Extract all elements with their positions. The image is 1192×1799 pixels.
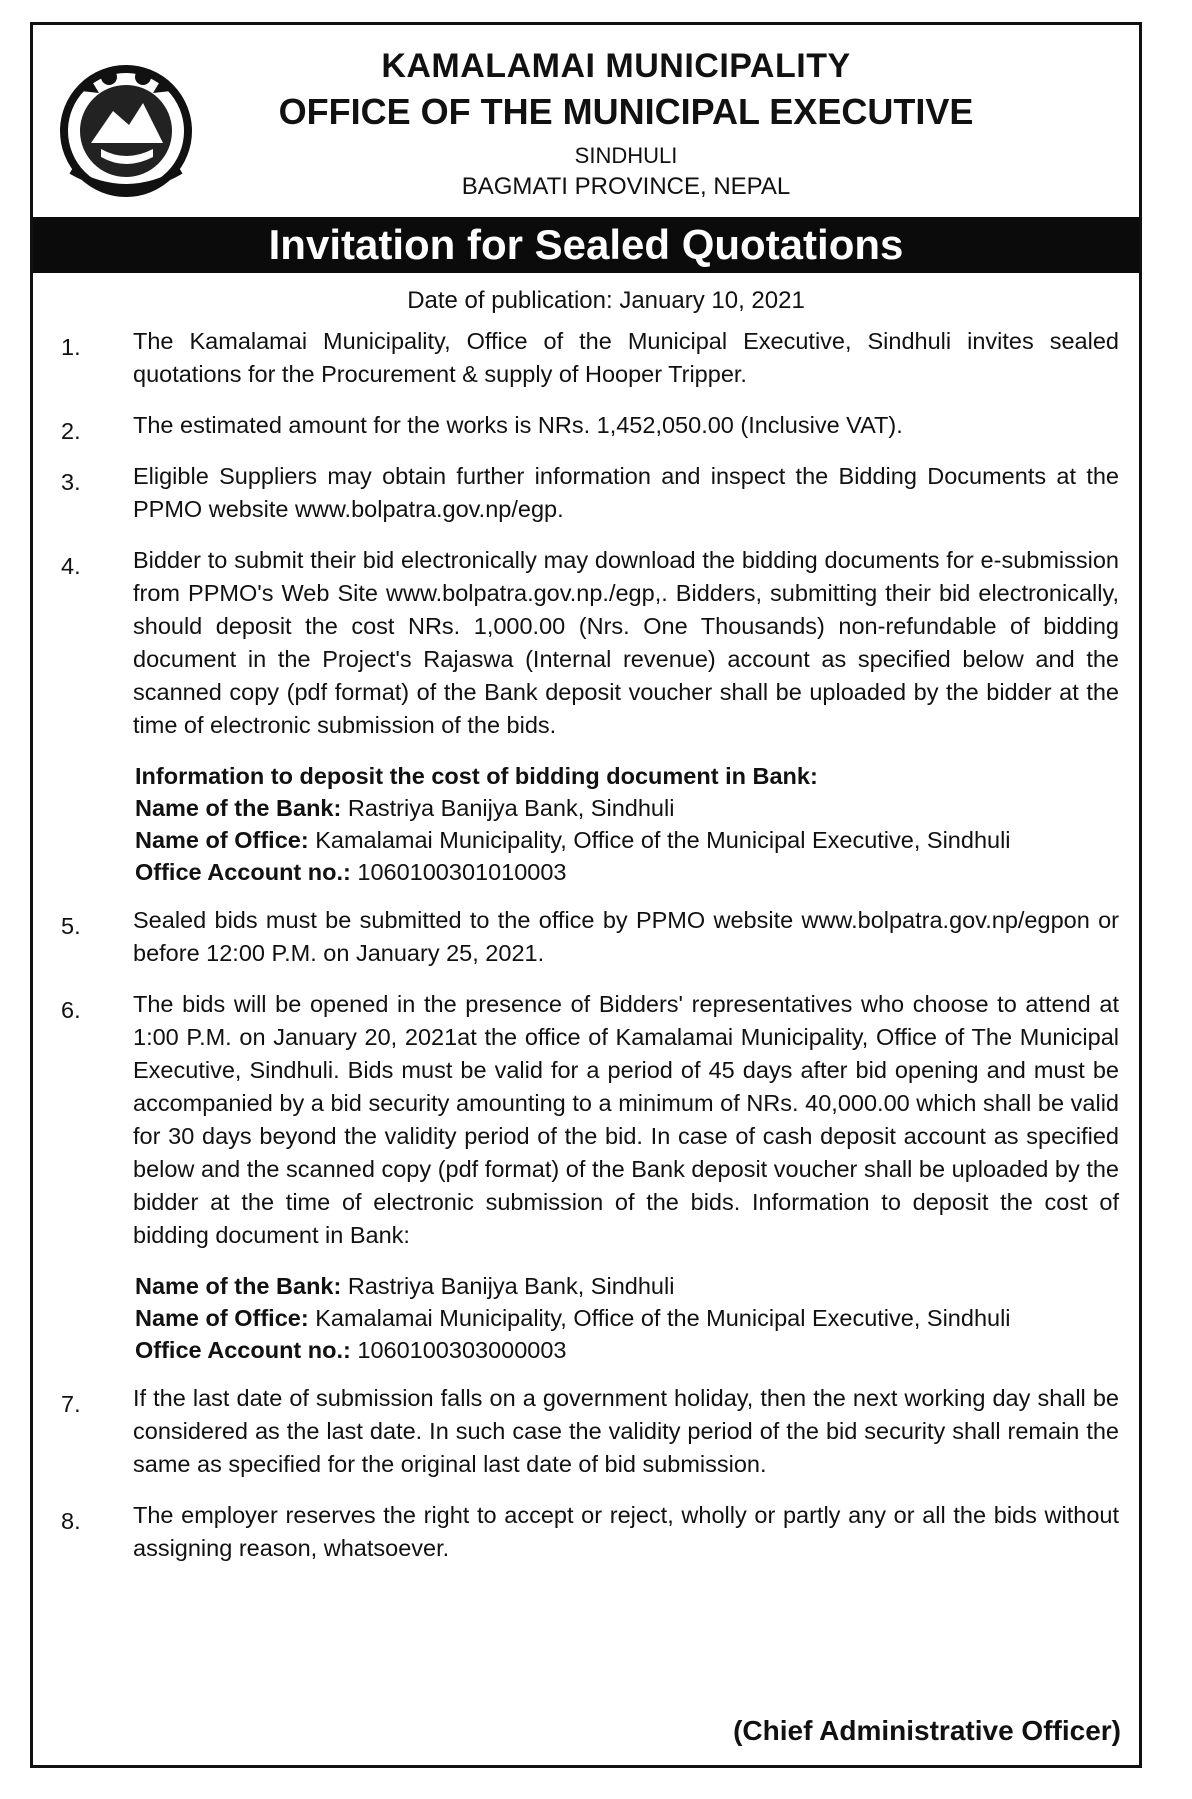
office-name-label: Name of Office: <box>135 827 309 853</box>
item-number: 7. <box>61 1391 81 1417</box>
office-name-value: Kamalamai Municipality, Office of the Municipal Executive, Sindhuli <box>315 827 1011 853</box>
item-number: 1. <box>61 334 81 360</box>
item-text: The bids will be opened in the presence of Bidders' representatives who choose to attend at 1:00 P.M. on January 20, 2021at the office of Kamalamai Municipality, Office of The Municipal Executive, Sindhuli. Bids must be valid for a period of 45 days after bid opening and must be accompanied by a bid security amounting to a minimum of NRs. 40,000.00 which shall be valid for 30 days beyond the validity period of the bid. In case of cash deposit account as specified below and the scanned copy (pdf format) of the Bank deposit voucher shall be uploaded by the bidder at the time of electronic submission of the bids. Information to deposit the cost of bidding document in Bank: <box>133 991 1119 1248</box>
item-text: The employer reserves the right to accept or reject, wholly or partly any or all the bids without assigning reason, whatsoever. <box>133 1502 1119 1561</box>
account-number-label: Office Account no.: <box>135 859 351 885</box>
list-item <box>55 988 1119 1252</box>
item-number: 3. <box>61 469 81 495</box>
bank-name-value: Rastriya Banijya Bank, Sindhuli <box>347 795 675 821</box>
item-number: 2. <box>61 418 81 444</box>
list-item <box>55 409 1119 442</box>
bank-info-block-1 <box>55 760 1119 888</box>
district-name: SINDHULI <box>574 143 678 168</box>
notice-body <box>55 325 1119 1583</box>
item-text: The Kamalamai Municipality, Office of the Municipal Executive, Sindhuli invites sealed quotations for the Procurement & supply of Hooper Tripper. <box>133 328 1119 387</box>
bank-name-label: Name of the Bank: <box>135 795 342 821</box>
list-item <box>55 544 1119 742</box>
office-name-label: Name of Office: <box>135 1305 309 1331</box>
notice-frame <box>30 22 1142 1768</box>
province-name: BAGMATI PROVINCE, NEPAL <box>461 173 791 200</box>
account-number-label: Office Account no.: <box>135 1337 351 1363</box>
signature-title: (Chief Administrative Officer) <box>733 1715 1121 1746</box>
item-number: 8. <box>61 1508 81 1534</box>
item-text: The estimated amount for the works is NRs. 1,452,050.00 (Inclusive VAT). <box>133 412 903 438</box>
office-name-value: Kamalamai Municipality, Office of the Municipal Executive, Sindhuli <box>315 1305 1011 1331</box>
item-text: Eligible Suppliers may obtain further information and inspect the Bidding Documents at the PPMO website www.bolpatra.gov.np/egp. <box>133 463 1119 522</box>
item-number: 4. <box>61 553 81 579</box>
list-item <box>55 460 1119 526</box>
list-item <box>55 1499 1119 1565</box>
organization-name: KAMALAMAI MUNICIPALITY <box>381 47 851 85</box>
account-number-value: 1060100301010003 <box>357 859 567 885</box>
item-number: 6. <box>61 997 81 1023</box>
list-item <box>55 904 1119 970</box>
publication-date: Date of publication: January 10, 2021 <box>407 287 805 314</box>
bank-info-block-2 <box>55 1270 1119 1366</box>
notice-title-banner: Invitation for Sealed Quotations <box>33 217 1139 273</box>
bank-name-label: Name of the Bank: <box>135 1273 342 1299</box>
item-number: 5. <box>61 913 81 939</box>
item-text: If the last date of submission falls on a government holiday, then the next working day shall be considered as the last date. In such case the validity period of the bid security shall remain the same as specified for the original last date of bid submission. <box>133 1385 1119 1477</box>
list-item <box>55 325 1119 391</box>
item-text: Sealed bids must be submitted to the office by PPMO website www.bolpatra.gov.np/egpon or before 12:00 P.M. on January 25, 2021. <box>133 907 1119 966</box>
item-text: Bidder to submit their bid electronically may download the bidding documents for e-submission from PPMO's Web Site www.bolpatra.gov.np./egp,. Bidders, submitting their bid electronically, should deposit the cost NRs. 1,000.00 (Nrs. One Thousands) non-refundable of bidding document in the Project's Rajaswa (Internal revenue) account as specified below and the scanned copy (pdf format) of the Bank deposit voucher shall be uploaded by the bidder at the time of electronic submission of the bids. <box>133 547 1119 738</box>
bank-name-value: Rastriya Banijya Bank, Sindhuli <box>347 1273 675 1299</box>
bank-info-heading: Information to deposit the cost of bidding document in Bank: <box>135 763 818 789</box>
notice-header <box>33 25 1139 217</box>
account-number-value: 1060100303000003 <box>357 1337 567 1363</box>
office-name: OFFICE OF THE MUNICIPAL EXECUTIVE <box>278 91 974 132</box>
list-item <box>55 1382 1119 1481</box>
